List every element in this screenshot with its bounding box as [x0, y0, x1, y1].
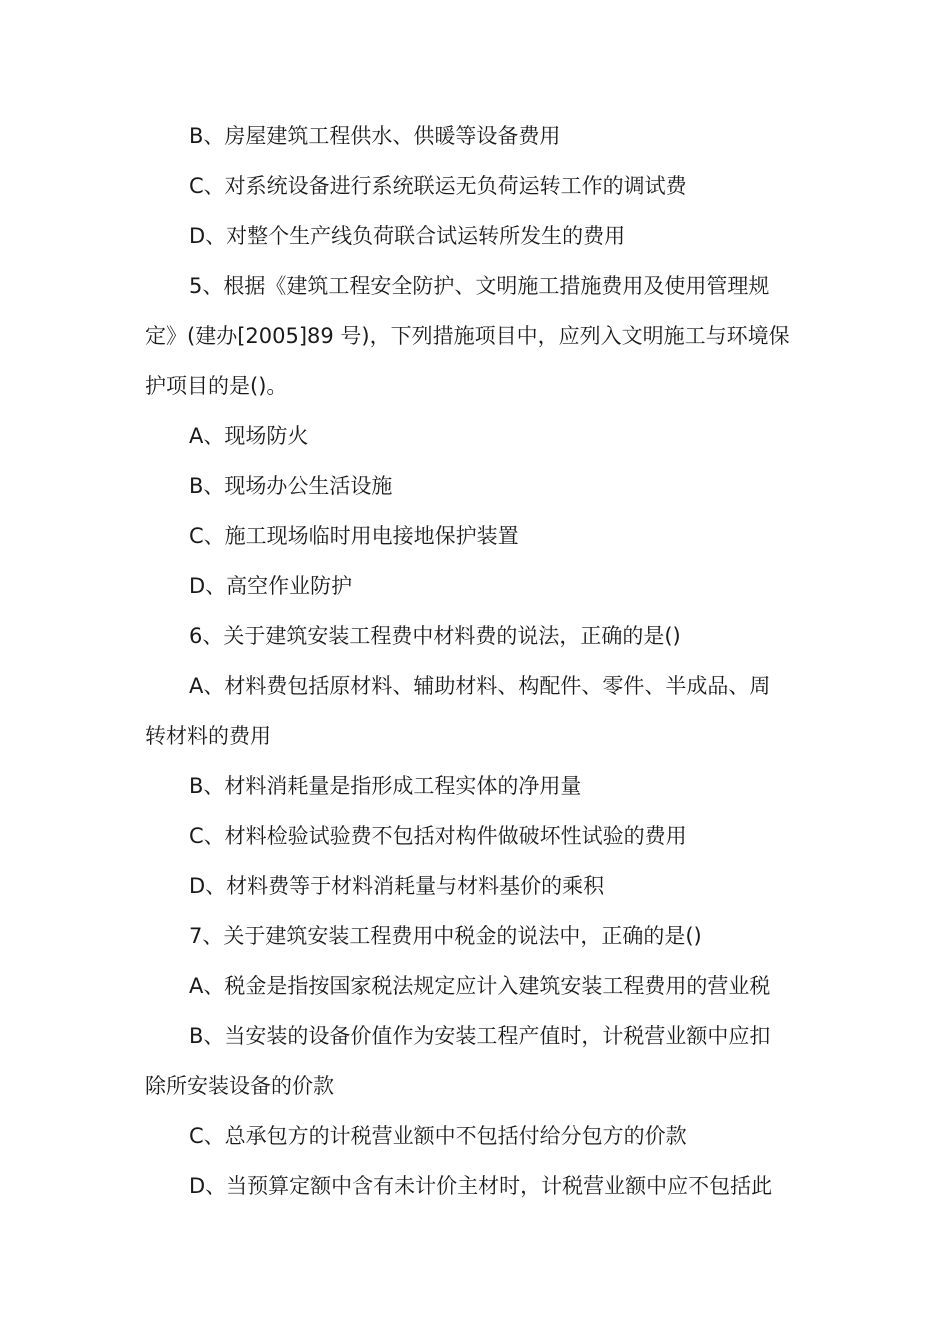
q6-option-d: D、材料费等于材料消耗量与材料基价的乘积	[189, 874, 605, 898]
q5-option-d: D、高空作业防护	[189, 574, 353, 598]
option-d-line: D、对整个生产线负荷联合试运转所发生的费用	[189, 224, 626, 248]
q7-option-a: A、税金是指按国家税法规定应计入建筑安装工程费用的营业税	[189, 974, 771, 998]
question-5-line-3: 护项目的是()。	[145, 374, 288, 398]
question-5-line-2: 定》(建办[2005]89 号)，下列措施项目中，应列入文明施工与环境保	[145, 324, 790, 348]
option-b-line: B、房屋建筑工程供水、供暖等设备费用	[189, 124, 561, 148]
q7-option-b-line-1: B、当安装的设备价值作为安装工程产值时，计税营业额中应扣	[189, 1024, 771, 1048]
q6-option-b: B、材料消耗量是指形成工程实体的净用量	[189, 774, 582, 798]
question-7-line: 7、关于建筑安装工程费用中税金的说法中，正确的是()	[189, 924, 702, 948]
q7-option-b-line-2: 除所安装设备的价款	[145, 1074, 334, 1098]
q6-option-c: C、材料检验试验费不包括对构件做破坏性试验的费用	[189, 824, 687, 848]
q5-option-b: B、现场办公生活设施	[189, 474, 393, 498]
q7-option-c: C、总承包方的计税营业额中不包括付给分包方的价款	[189, 1124, 687, 1148]
q5-option-a: A、现场防火	[189, 424, 309, 448]
document-body	[145, 111, 810, 1211]
q7-option-d: D、当预算定额中含有未计价主材时，计税营业额中应不包括此	[189, 1174, 773, 1198]
option-c-line: C、对系统设备进行系统联运无负荷运转工作的调试费	[189, 174, 687, 198]
q6-option-a-line-2: 转材料的费用	[145, 724, 271, 748]
q6-option-a-line-1: A、材料费包括原材料、辅助材料、构配件、零件、半成品、周	[189, 674, 771, 698]
q5-option-c: C、施工现场临时用电接地保护装置	[189, 524, 519, 548]
question-5-line-1: 5、根据《建筑工程安全防护、文明施工措施费用及使用管理规	[189, 274, 770, 298]
question-6-line: 6、关于建筑安装工程费中材料费的说法，正确的是()	[189, 624, 681, 648]
